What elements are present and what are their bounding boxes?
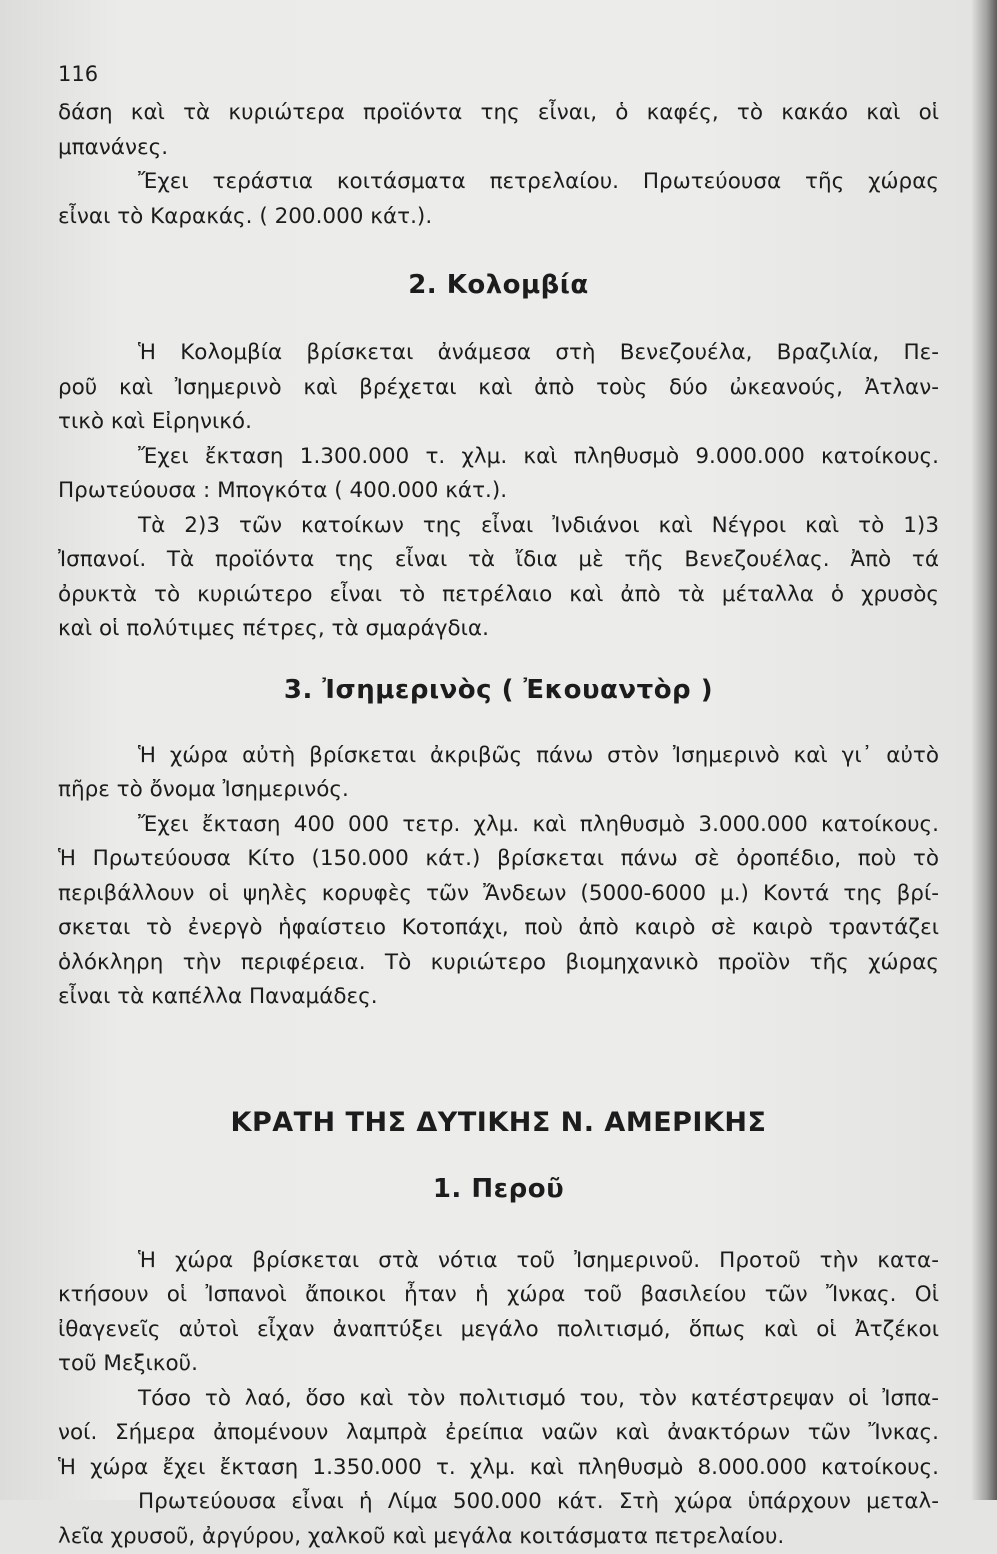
colombia-line-3: τικὸ καὶ Εἰρηνικό. [58, 405, 939, 440]
colombia-line-5: Πρωτεύουσα : Μπογκότα ( 400.000 κάτ.). [58, 474, 939, 509]
intro-line-1: δάση καὶ τὰ κυριώτερα προϊόντα της εἶναι, ὁ καφές, τὸ κακάο καὶ οἱ [58, 96, 939, 131]
colombia-line-8: ὀρυκτὰ τὸ κυριώτερο εἶναι τὸ πετρέλαιο καὶ ἀπὸ τὰ μέταλλα ὁ χρυσὸς [58, 578, 939, 613]
colombia-line-9: καὶ οἱ πολύτιμες πέτρες, τὰ σμαράγδια. [58, 612, 939, 647]
ecuador-line-8: εἶναι τὰ καπέλλα Παναμάδες. [58, 980, 939, 1015]
intro-line-2: μπανάνες. [58, 131, 939, 166]
colombia-line-4: Ἔχει ἔκταση 1.300.000 τ. χλμ. καὶ πληθυσμὸ 9.000.000 κατοίκους. [58, 440, 939, 475]
ecuador-line-6: σκεται τὸ ἐνεργὸ ἡφαίστειο Κοτοπάχι, ποὺ ἀπὸ καιρὸ σὲ καιρὸ τραντάζει [58, 911, 939, 946]
peru-line-6: νοί. Σήμερα ἀπομένουν λαμπρὰ ἐρείπια ναῶν καὶ ἀνακτόρων τῶν Ἴνκας. [58, 1416, 939, 1451]
peru-line-3: ἰθαγενεῖς αὐτοὶ εἶχαν ἀναπτύξει μεγάλο πολιτισμό, ὅπως καὶ οἱ Ἀτζέκοι [58, 1313, 939, 1348]
peru-line-7: Ἡ χώρα ἔχει ἔκταση 1.350.000 τ. χλμ. καὶ πληθυσμὸ 8.000.000 κατοίκους. [58, 1451, 939, 1486]
heading-peru: 1. Περοῦ [58, 1174, 939, 1204]
page-number: 116 [58, 62, 939, 86]
ecuador-line-7: ὁλόκληρη τὴν περιφέρεια. Τὸ κυριώτερο βιομηχανικὸ προϊὸν τῆς χώρας [58, 946, 939, 981]
page-binding-shadow [971, 0, 997, 1500]
intro-line-4: εἶναι τὸ Καρακάς. ( 200.000 κάτ.). [58, 200, 939, 235]
peru-line-2: κτήσουν οἱ Ἰσπανοὶ ἄποικοι ἦταν ἡ χώρα τοῦ βασιλείου τῶν Ἴνκας. Οἱ [58, 1278, 939, 1313]
peru-line-8: Πρωτεύουσα εἶναι ἡ Λίμα 500.000 κάτ. Στὴ χώρα ὑπάρχουν μεταλ- [58, 1485, 939, 1520]
ecuador-line-2: πῆρε τὸ ὄνομα Ἰσημερινός. [58, 773, 939, 808]
heading-colombia: 2. Κολομβία [58, 270, 939, 300]
colombia-line-2: ροῦ καὶ Ἰσημερινὸ καὶ βρέχεται καὶ ἀπὸ τοὺς δύο ὠκεανούς, Ἀτλαν- [58, 371, 939, 406]
ecuador-line-5: περιβάλλουν οἱ ψηλὲς κορυφὲς τῶν Ἄνδεων (5000-6000 μ.) Κοντά της βρί- [58, 877, 939, 912]
section-heading-west-south-america: ΚΡΑΤΗ ΤΗΣ ΔΥΤΙΚΗΣ Ν. ΑΜΕΡΙΚΗΣ [58, 1107, 939, 1138]
peru-line-9: λεῖα χρυσοῦ, ἀργύρου, χαλκοῦ καὶ μεγάλα κοιτάσματα πετρελαίου. [58, 1520, 939, 1554]
peru-line-5: Τόσο τὸ λαό, ὅσο καὶ τὸν πολιτισμό του, τὸν κατέστρεψαν οἱ Ἰσπα- [58, 1382, 939, 1417]
colombia-line-1: Ἡ Κολομβία βρίσκεται ἀνάμεσα στὴ Βενεζουέλα, Βραζιλία, Πε- [58, 336, 939, 371]
peru-line-1: Ἡ χώρα βρίσκεται στὰ νότια τοῦ Ἰσημερινοῦ. Προτοῦ τὴν κατα- [58, 1244, 939, 1279]
heading-ecuador: 3. Ἰσημερινὸς ( Ἐκουαντὸρ ) [58, 675, 939, 705]
ecuador-line-4: Ἡ Πρωτεύουσα Κίτο (150.000 κάτ.) βρίσκεται πάνω σὲ ὀροπέδιο, ποὺ τὸ [58, 842, 939, 877]
intro-line-3: Ἔχει τεράστια κοιτάσματα πετρελαίου. Πρωτεύουσα τῆς χώρας [58, 165, 939, 200]
peru-line-4: τοῦ Μεξικοῦ. [58, 1347, 939, 1382]
colombia-line-7: Ἰσπανοί. Τὰ προϊόντα της εἶναι τὰ ἴδια μὲ τῆς Βενεζουέλας. Ἀπὸ τά [58, 543, 939, 578]
ecuador-line-1: Ἡ χώρα αὐτὴ βρίσκεται ἀκριβῶς πάνω στὸν Ἰσημερινὸ καὶ γι᾽ αὐτὸ [58, 739, 939, 774]
colombia-line-6: Τὰ 2)3 τῶν κατοίκων της εἶναι Ἰνδιάνοι καὶ Νέγροι καὶ τὸ 1)3 [58, 509, 939, 544]
ecuador-line-3: Ἔχει ἔκταση 400 000 τετρ. χλμ. καὶ πληθυσμὸ 3.000.000 κατοίκους. [58, 808, 939, 843]
